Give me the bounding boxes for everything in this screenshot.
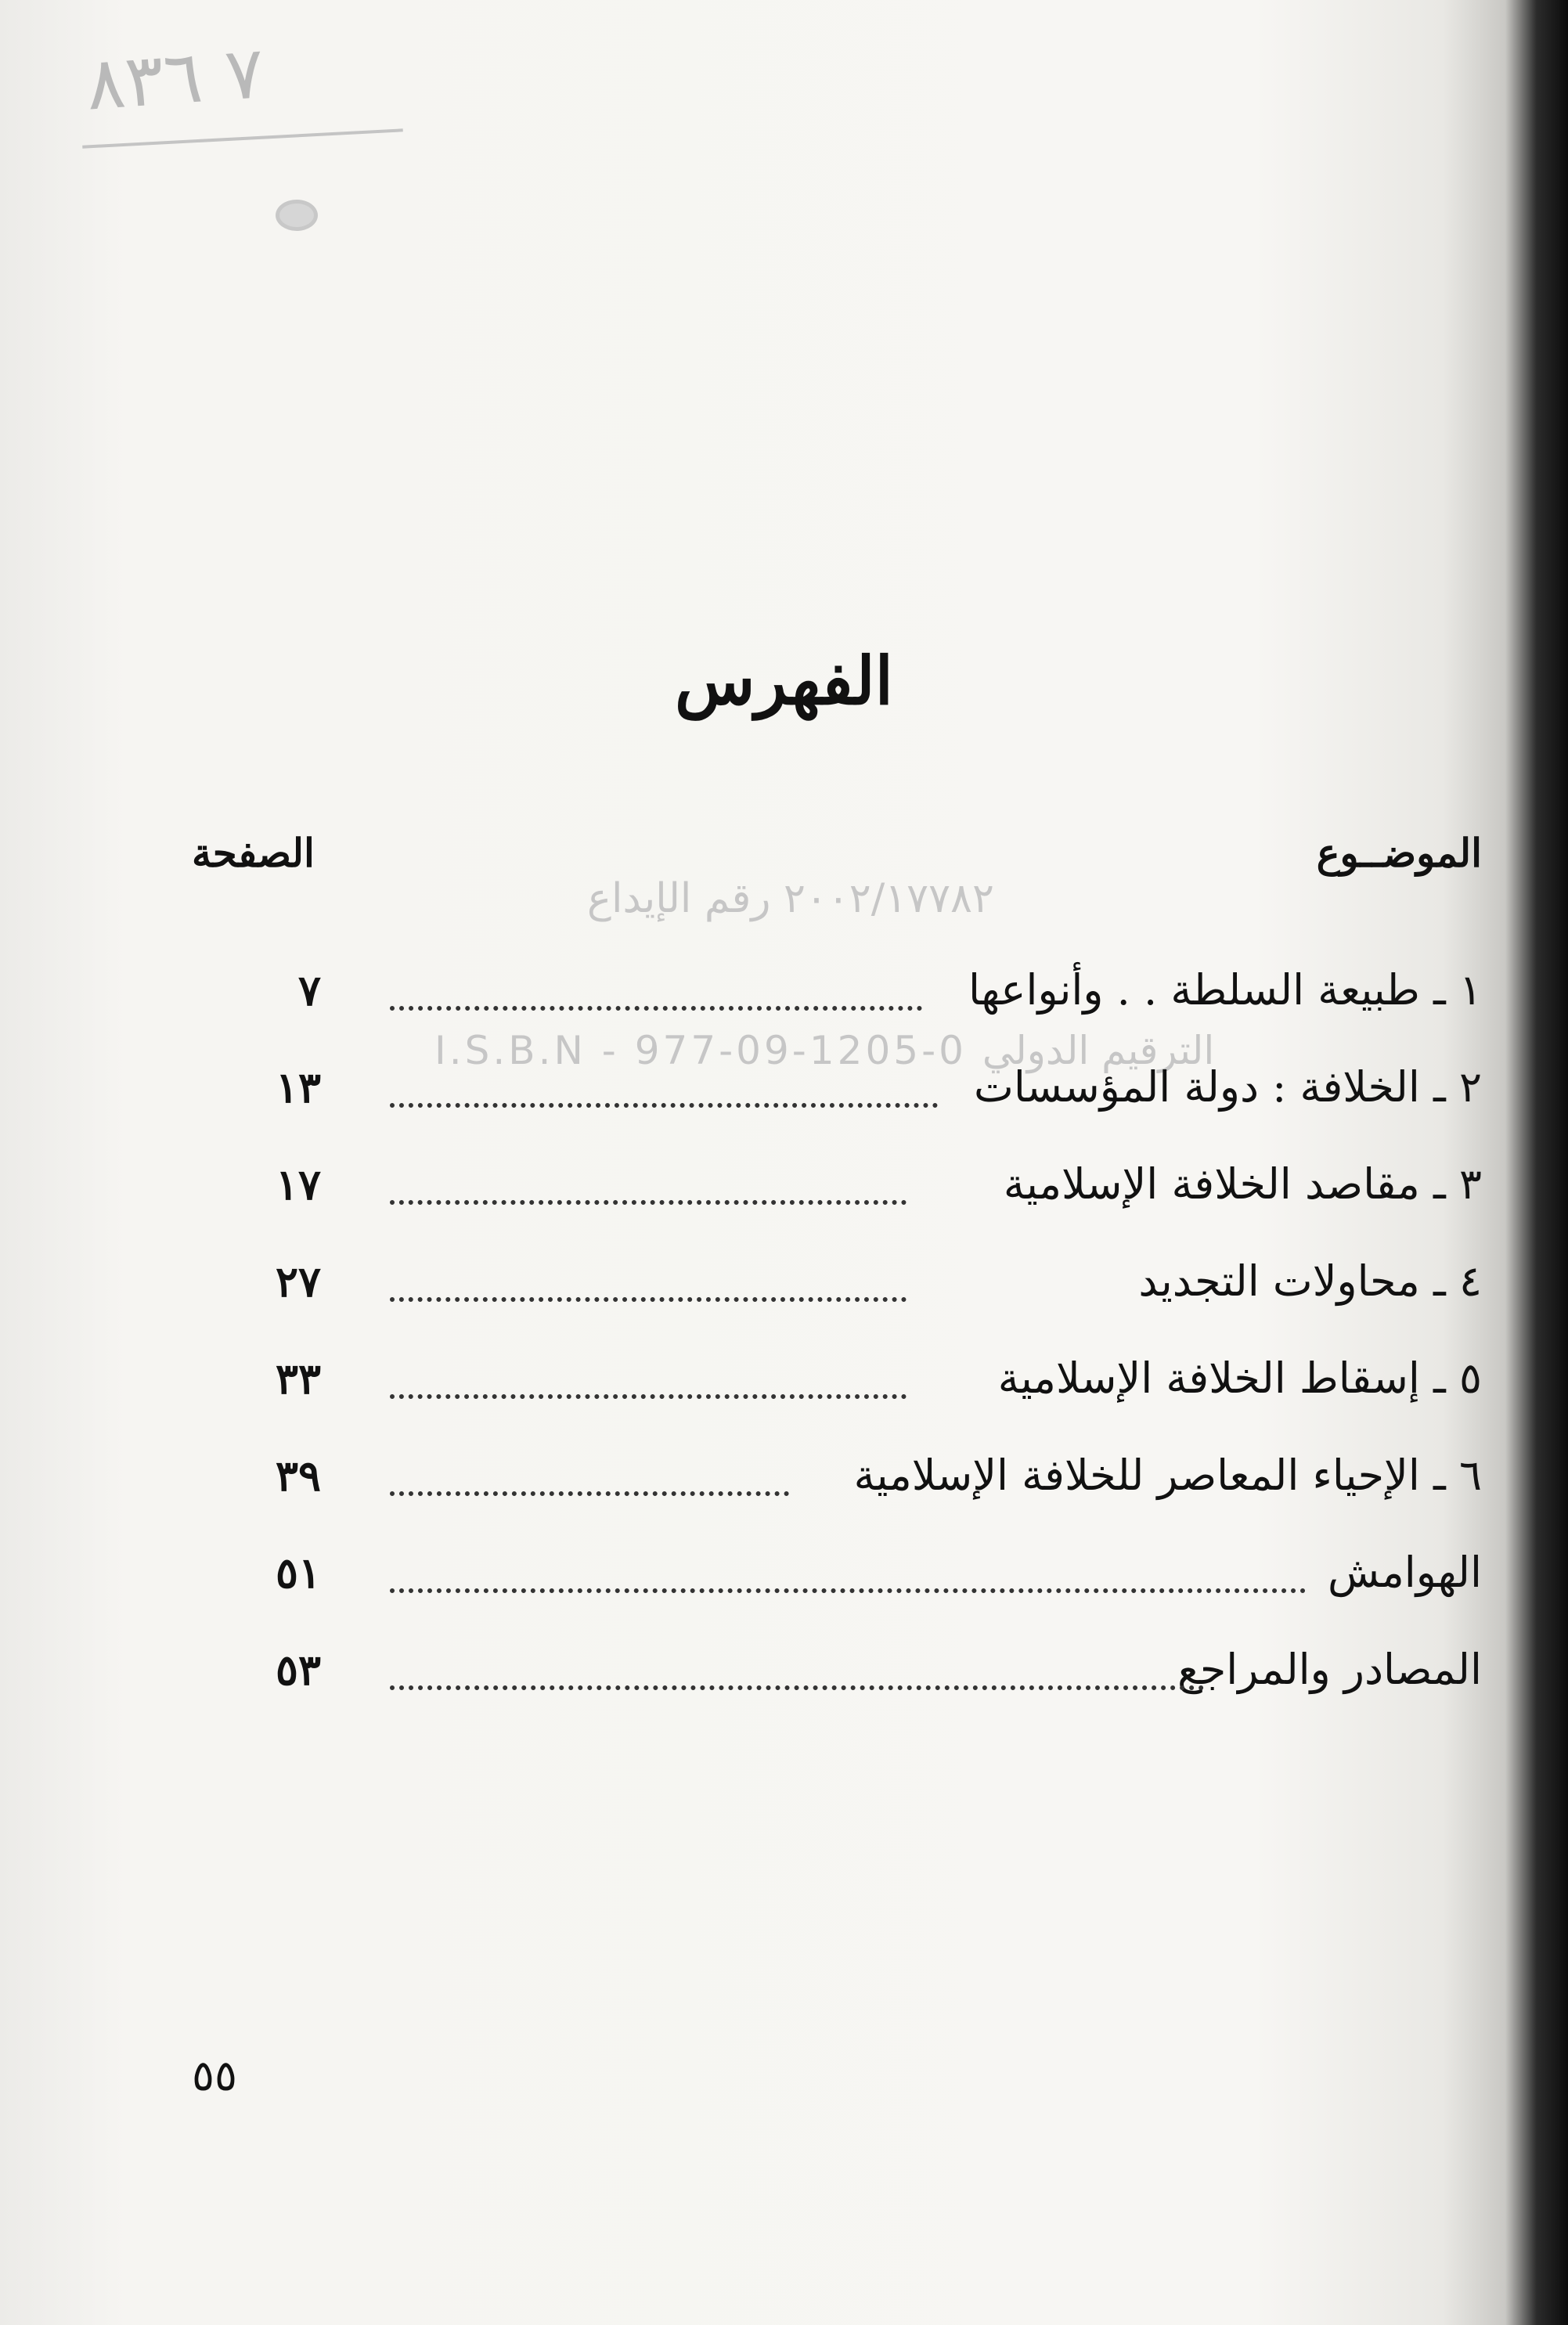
toc-entry-page: ٥٣: [275, 1645, 321, 1695]
toc-row: [0, 1056, 1568, 1153]
dot-leader: [390, 1103, 938, 1108]
toc-entry-title: ٢ ـ الخلافة : دولة المؤسسات: [974, 1062, 1482, 1112]
toc-entry-title: ٦ ـ الإحياء المعاصر للخلافة الإسلامية: [853, 1451, 1482, 1500]
isbn-stamp: I.S.B.N - 977-09-1205-0 الترقيم الدولي: [434, 1028, 1215, 1073]
toc-entry-page: ٢٧: [275, 1256, 321, 1307]
dot-leader: [390, 1491, 789, 1496]
toc-entry-title: الهوامش: [1327, 1548, 1482, 1597]
toc-row: [0, 1638, 1568, 1736]
toc-entry-title: ٥ ـ إسقاط الخلافة الإسلامية: [997, 1354, 1482, 1403]
toc-row: [0, 1541, 1568, 1638]
table-of-contents: [0, 959, 1568, 1695]
toc-entry-page: ٣٩: [275, 1451, 321, 1501]
pencil-mark: [276, 200, 318, 231]
page-title: الفهرس: [674, 642, 894, 719]
toc-row: [0, 1250, 1568, 1347]
toc-entry-page: ١٧: [275, 1159, 321, 1209]
dot-leader: [390, 1685, 1204, 1690]
toc-row: [0, 1347, 1568, 1444]
toc-entry-page: ٣٣: [275, 1354, 321, 1404]
toc-row: [0, 1153, 1568, 1250]
toc-row: [0, 1444, 1568, 1541]
toc-entry-title: ٤ ـ محاولات التجديد: [1138, 1256, 1482, 1306]
toc-row: [0, 959, 1568, 1056]
toc-entry-page: ٥١: [275, 1548, 321, 1598]
pencil-annotation: ٧ ٨٣٦: [83, 30, 267, 127]
dot-leader: [390, 1297, 907, 1302]
topic-column-header: الموضــوع: [1316, 830, 1482, 876]
toc-entry-page: ١٣: [275, 1062, 321, 1112]
toc-entry-title: ١ ـ طبيعة السلطة . . وأنواعها: [968, 965, 1482, 1015]
page-column-header: الصفحة: [192, 830, 315, 876]
dot-leader: [390, 1200, 907, 1205]
pencil-underline: [82, 128, 403, 148]
dot-leader: [390, 1006, 922, 1011]
toc-entry-page: ٧: [297, 965, 321, 1015]
dot-leader: [390, 1394, 907, 1399]
toc-entry-title: ٣ ـ مقاصد الخلافة الإسلامية: [1003, 1159, 1482, 1209]
deposit-stamp: ٢٠٠٢/١٧٧٨٢ رقم الإيداع: [587, 875, 994, 922]
dot-leader: [390, 1588, 1306, 1593]
page-number: ٥٥: [192, 2051, 238, 2100]
toc-entry-title: المصادر والمراجع: [1177, 1645, 1482, 1694]
